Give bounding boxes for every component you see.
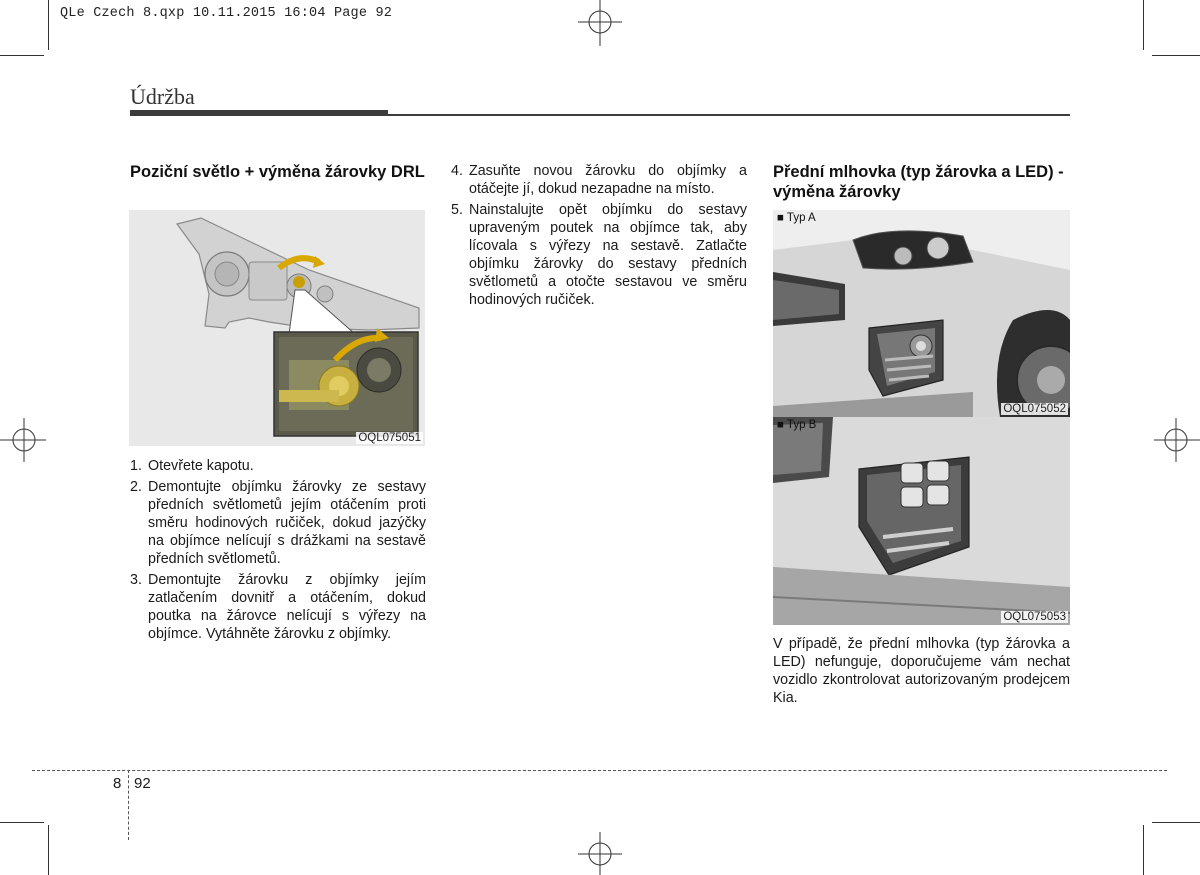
step-text: Nainstalujte opět objímku do sestavy upraveným poutek na objímce tak, aby lícovala s výřezy na sestavě. Zatlačte objímku žárovky do sestavy předních světlometů a otočte sestavou ve směru hodinových ručiček. (469, 202, 747, 308)
print-slug: QLe Czech 8.qxp 10.11.2015 16:04 Page 92 (60, 6, 393, 21)
figure-code: OQL075053 (1003, 611, 1066, 623)
step-number: 2. (130, 479, 142, 495)
section-title: Údržba (130, 84, 195, 109)
drl-steps-continued-list (451, 162, 747, 309)
step-text: Otevřete kapotu. (148, 458, 254, 474)
fog-lamp-advice-text: V případě, že přední mlhovka (typ žárovka a LED) nefunguje, doporučujeme vám nechat vozidlo zkontrolovat autorizovaným prodejcem Kia. (773, 636, 1070, 706)
list-item (130, 571, 426, 643)
fog-lamp-heading: Přední mlhovka (typ žárovka a LED) - výměna žárovky (773, 163, 1064, 201)
footer-divider (128, 770, 129, 840)
fog-lamp-type-b-figure (773, 417, 1070, 625)
figure-type-tag: ■ Typ B (777, 419, 817, 431)
step-text: Demontujte žárovku z objímky jejím zatlačením dovnitř a otáčením, dokud poutka na žárovce nelícují s výřezy na objímce. Vytáhněte žárovku z objímky. (148, 572, 426, 642)
step-number: 4. (451, 163, 463, 179)
step-number: 3. (130, 572, 142, 588)
figure-type-tag: ■ Typ A (777, 212, 816, 224)
fog-lamp-type-b-illustration (773, 417, 1070, 625)
chapter-number: 8 (113, 775, 122, 792)
drl-heading: Poziční světlo + výměna žárovky DRL (130, 163, 425, 181)
list-item (130, 457, 426, 475)
list-item (451, 201, 747, 309)
page-number: 92 (134, 775, 151, 792)
registration-mark-left (0, 410, 48, 470)
header-rule-accent (130, 110, 388, 116)
registration-mark-right (1152, 410, 1200, 470)
step-text: Demontujte objímku žárovky ze sestavy předních světlometů jejím otáčením proti směru hodinových ručiček, dokud jazýčky na objímce nelícují s drážkami na sestavě předních světlometů. (148, 479, 426, 567)
fog-lamp-type-a-illustration (773, 210, 1070, 417)
drl-steps-list (130, 457, 426, 643)
step-number: 5. (451, 202, 463, 218)
figure-code: OQL075051 (358, 432, 421, 444)
headlamp-bulb-figure (129, 210, 425, 446)
list-item (451, 162, 747, 198)
list-item (130, 478, 426, 568)
footer-rule (32, 770, 1167, 771)
registration-mark-top (570, 0, 630, 48)
headlamp-illustration (129, 210, 425, 446)
step-text: Zasuňte novou žárovku do objímky a otáčejte jí, dokud nezapadne na místo. (469, 163, 747, 197)
fog-lamp-type-a-figure (773, 210, 1070, 417)
step-number: 1. (130, 458, 142, 474)
figure-code: OQL075052 (1003, 403, 1066, 415)
registration-mark-bottom (570, 832, 630, 875)
